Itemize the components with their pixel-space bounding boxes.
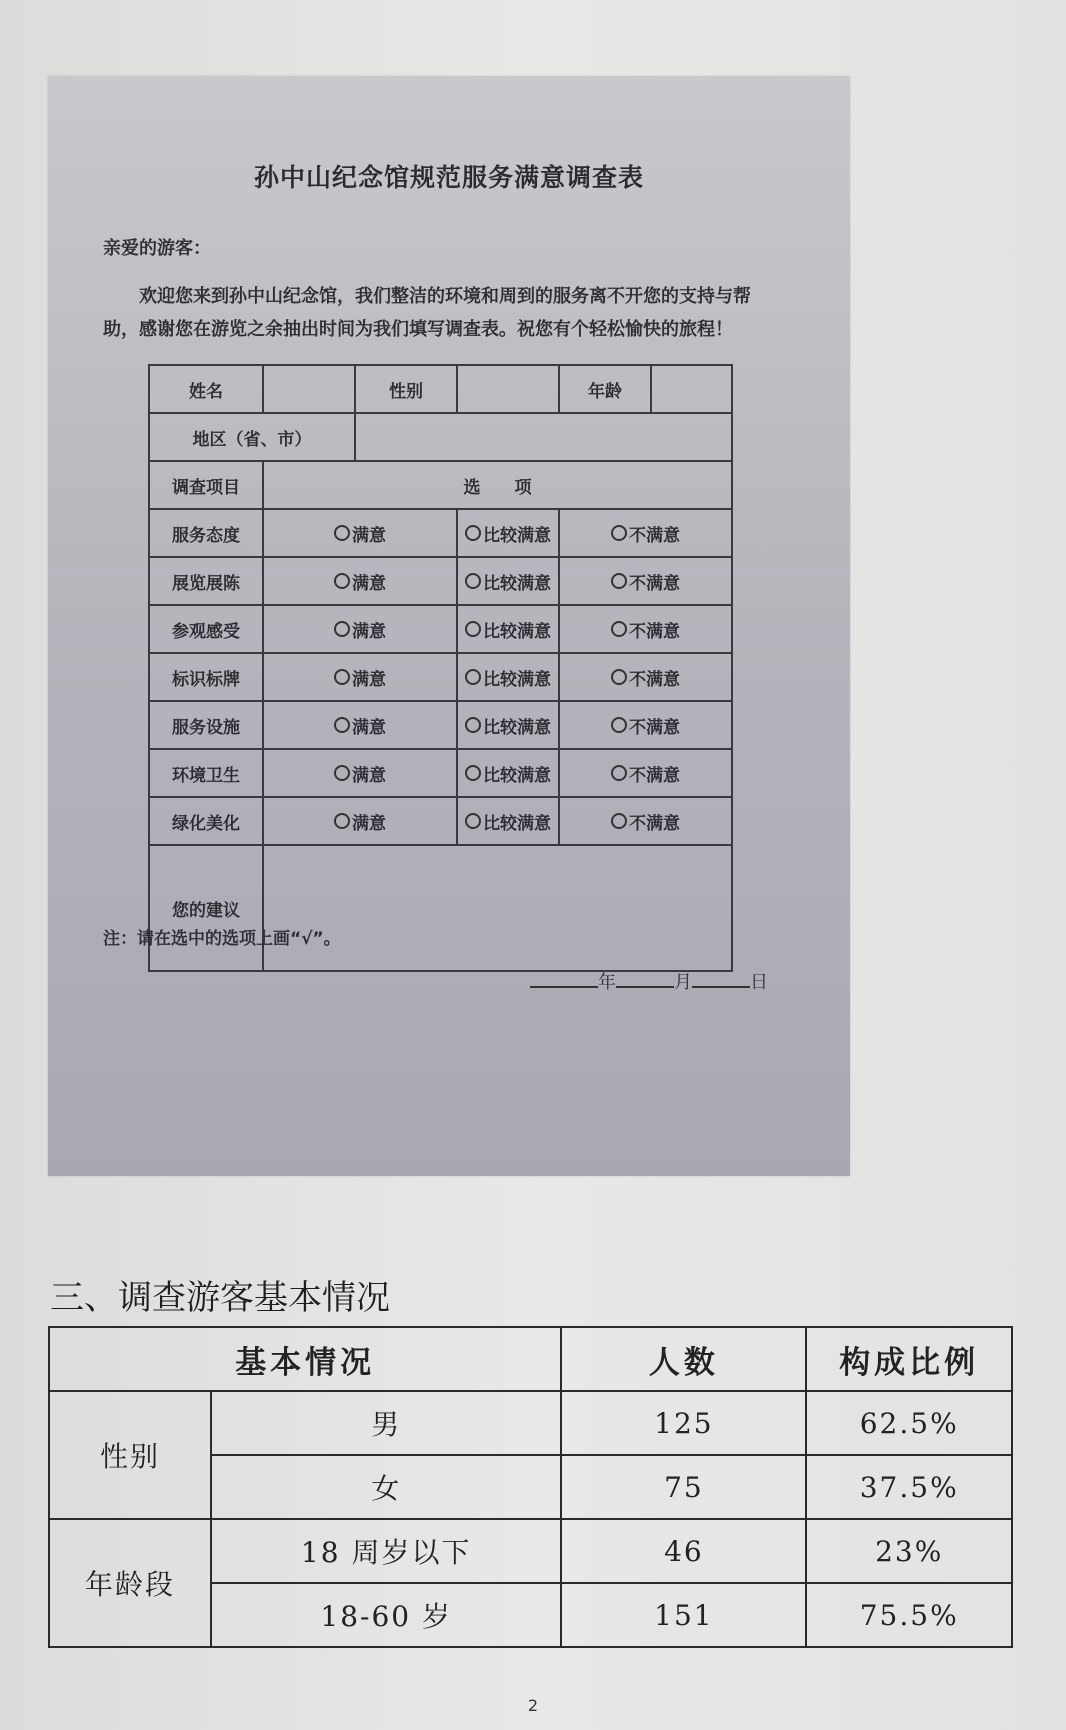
survey-option-cell[interactable] <box>457 749 559 797</box>
survey-option-label: 比较满意 <box>483 669 551 690</box>
survey-option-cell[interactable] <box>559 797 732 845</box>
count-cell: 125 <box>561 1391 806 1455</box>
survey-option-label: 不满意 <box>629 621 680 642</box>
survey-item-header: 调查项目 <box>149 461 263 509</box>
survey-option-cell[interactable] <box>457 605 559 653</box>
survey-option-label: 不满意 <box>629 525 680 546</box>
category-cell: 18-60 岁 <box>211 1583 561 1647</box>
survey-option[interactable] <box>560 665 731 690</box>
survey-option[interactable] <box>560 809 731 834</box>
survey-item-label: 环境卫生 <box>149 749 263 797</box>
survey-option-cell[interactable] <box>559 701 732 749</box>
survey-option[interactable] <box>458 521 558 546</box>
group-label-gender: 性别 <box>49 1391 211 1519</box>
survey-option[interactable] <box>264 665 456 690</box>
survey-option-label: 满意 <box>352 573 386 594</box>
survey-option-cell[interactable] <box>263 605 457 653</box>
radio-circle-icon[interactable] <box>334 621 350 637</box>
survey-option-label: 满意 <box>352 813 386 834</box>
radio-circle-icon[interactable] <box>611 573 627 589</box>
stats-row-male <box>49 1391 1012 1455</box>
radio-circle-icon[interactable] <box>465 717 481 733</box>
survey-option-cell[interactable] <box>457 509 559 557</box>
survey-option-cell[interactable] <box>263 749 457 797</box>
survey-option[interactable] <box>560 569 731 594</box>
survey-item-row <box>149 749 732 797</box>
survey-option[interactable] <box>264 809 456 834</box>
ratio-cell: 75.5% <box>806 1583 1012 1647</box>
survey-option-label: 比较满意 <box>483 573 551 594</box>
group-label-age: 年龄段 <box>49 1519 211 1647</box>
survey-option[interactable] <box>560 617 731 642</box>
radio-circle-icon[interactable] <box>465 621 481 637</box>
survey-option-cell[interactable] <box>457 557 559 605</box>
survey-option[interactable] <box>560 521 731 546</box>
header-count: 人数 <box>561 1327 806 1391</box>
survey-row-personal <box>149 365 732 413</box>
count-cell: 75 <box>561 1455 806 1519</box>
radio-circle-icon[interactable] <box>465 669 481 685</box>
name-label: 姓名 <box>149 365 263 413</box>
survey-item-row <box>149 653 732 701</box>
survey-item-label: 标识标牌 <box>149 653 263 701</box>
ratio-cell: 37.5% <box>806 1455 1012 1519</box>
year-blank <box>530 968 598 988</box>
survey-option[interactable] <box>264 761 456 786</box>
survey-option[interactable] <box>264 617 456 642</box>
form-title: 孙中山纪念馆规范服务满意调查表 <box>253 163 644 192</box>
survey-option[interactable] <box>560 713 731 738</box>
category-cell: 女 <box>211 1455 561 1519</box>
survey-item-label: 参观感受 <box>149 605 263 653</box>
month-label: 月 <box>674 972 692 993</box>
count-cell: 151 <box>561 1583 806 1647</box>
survey-option-cell[interactable] <box>457 797 559 845</box>
radio-circle-icon[interactable] <box>465 813 481 829</box>
survey-option-label: 比较满意 <box>483 621 551 642</box>
radio-circle-icon[interactable] <box>334 717 350 733</box>
header-ratio: 构成比例 <box>806 1327 1012 1391</box>
survey-item-row <box>149 797 732 845</box>
section-heading: 三、调查游客基本情况 <box>50 1278 390 1318</box>
survey-option[interactable] <box>458 809 558 834</box>
form-greeting: 亲爱的游客： <box>103 238 211 259</box>
header-basic-info: 基本情况 <box>49 1327 561 1391</box>
survey-items-body <box>149 509 732 845</box>
survey-option[interactable] <box>458 713 558 738</box>
survey-option-label: 不满意 <box>629 573 680 594</box>
survey-option[interactable] <box>264 521 456 546</box>
survey-item-label: 服务设施 <box>149 701 263 749</box>
survey-item-label: 服务态度 <box>149 509 263 557</box>
survey-option-label: 满意 <box>352 621 386 642</box>
survey-option-cell[interactable] <box>263 653 457 701</box>
survey-option-cell[interactable] <box>559 557 732 605</box>
survey-item-label: 绿化美化 <box>149 797 263 845</box>
survey-option[interactable] <box>264 569 456 594</box>
survey-item-label: 展览展陈 <box>149 557 263 605</box>
gender-label: 性别 <box>355 365 457 413</box>
survey-option-label: 满意 <box>352 765 386 786</box>
category-cell: 男 <box>211 1391 561 1455</box>
radio-circle-icon[interactable] <box>334 573 350 589</box>
gender-value <box>457 365 559 413</box>
survey-table <box>148 364 733 972</box>
survey-option[interactable] <box>560 761 731 786</box>
survey-option[interactable] <box>458 617 558 642</box>
survey-option[interactable] <box>264 713 456 738</box>
radio-circle-icon[interactable] <box>611 669 627 685</box>
radio-circle-icon[interactable] <box>334 525 350 541</box>
form-intro: 欢迎您来到孙中山纪念馆，我们整洁的环境和周到的服务离不开您的支持与帮助，感谢您在游览之余抽出时间为我们填写调查表。祝您有个轻松愉快的旅程！ <box>103 286 751 340</box>
age-value <box>651 365 732 413</box>
stats-header-row <box>49 1327 1012 1391</box>
survey-option-label: 比较满意 <box>483 813 551 834</box>
survey-option-cell[interactable] <box>263 509 457 557</box>
survey-item-row <box>149 557 732 605</box>
form-note: 注：请在选中的选项上画“√”。 <box>103 929 341 949</box>
name-value <box>263 365 355 413</box>
survey-option-label: 比较满意 <box>483 525 551 546</box>
survey-option-label: 不满意 <box>629 717 680 738</box>
stats-row-under18 <box>49 1519 1012 1583</box>
radio-circle-icon[interactable] <box>334 813 350 829</box>
ratio-cell: 23% <box>806 1519 1012 1583</box>
survey-option-label: 比较满意 <box>483 765 551 786</box>
survey-row-header <box>149 461 732 509</box>
survey-option-label: 满意 <box>352 525 386 546</box>
survey-item-row <box>149 605 732 653</box>
options-header: 选 项 <box>263 461 732 509</box>
radio-circle-icon[interactable] <box>465 765 481 781</box>
survey-option[interactable] <box>458 761 558 786</box>
day-label: 日 <box>750 972 768 993</box>
suggestion-field <box>263 845 732 971</box>
survey-option-cell[interactable] <box>457 701 559 749</box>
survey-option-label: 不满意 <box>629 669 680 690</box>
day-blank <box>692 968 750 988</box>
survey-option-cell[interactable] <box>263 797 457 845</box>
survey-option-label: 不满意 <box>629 765 680 786</box>
survey-option[interactable] <box>458 665 558 690</box>
survey-option-label: 不满意 <box>629 813 680 834</box>
ratio-cell: 62.5% <box>806 1391 1012 1455</box>
survey-option-cell[interactable] <box>559 605 732 653</box>
visitor-stats-table <box>48 1326 1013 1648</box>
survey-option-cell[interactable] <box>457 653 559 701</box>
survey-item-row <box>149 701 732 749</box>
survey-option-label: 比较满意 <box>483 717 551 738</box>
radio-circle-icon[interactable] <box>334 669 350 685</box>
page-number: 2 <box>527 1696 539 1715</box>
survey-row-region <box>149 413 732 461</box>
survey-option-label: 满意 <box>352 669 386 690</box>
radio-circle-icon[interactable] <box>611 813 627 829</box>
survey-option[interactable] <box>458 569 558 594</box>
count-cell: 46 <box>561 1519 806 1583</box>
radio-circle-icon[interactable] <box>611 525 627 541</box>
year-label: 年 <box>598 972 616 993</box>
region-label: 地区（省、市） <box>149 413 355 461</box>
survey-form-photo <box>48 76 850 1176</box>
suggestion-label: 您的建议 <box>149 845 263 971</box>
survey-option-label: 满意 <box>352 717 386 738</box>
survey-option-cell[interactable] <box>559 749 732 797</box>
survey-option-cell[interactable] <box>559 509 732 557</box>
survey-option-cell[interactable] <box>559 653 732 701</box>
survey-item-row <box>149 509 732 557</box>
month-blank <box>616 968 674 988</box>
radio-circle-icon[interactable] <box>611 717 627 733</box>
survey-option-cell[interactable] <box>263 557 457 605</box>
region-value <box>355 413 732 461</box>
radio-circle-icon[interactable] <box>611 621 627 637</box>
survey-row-suggestion <box>149 845 732 971</box>
radio-circle-icon[interactable] <box>334 765 350 781</box>
radio-circle-icon[interactable] <box>611 765 627 781</box>
radio-circle-icon[interactable] <box>465 525 481 541</box>
radio-circle-icon[interactable] <box>465 573 481 589</box>
age-label: 年龄 <box>559 365 651 413</box>
date-line <box>530 968 768 994</box>
survey-option-cell[interactable] <box>263 701 457 749</box>
category-cell: 18 周岁以下 <box>211 1519 561 1583</box>
